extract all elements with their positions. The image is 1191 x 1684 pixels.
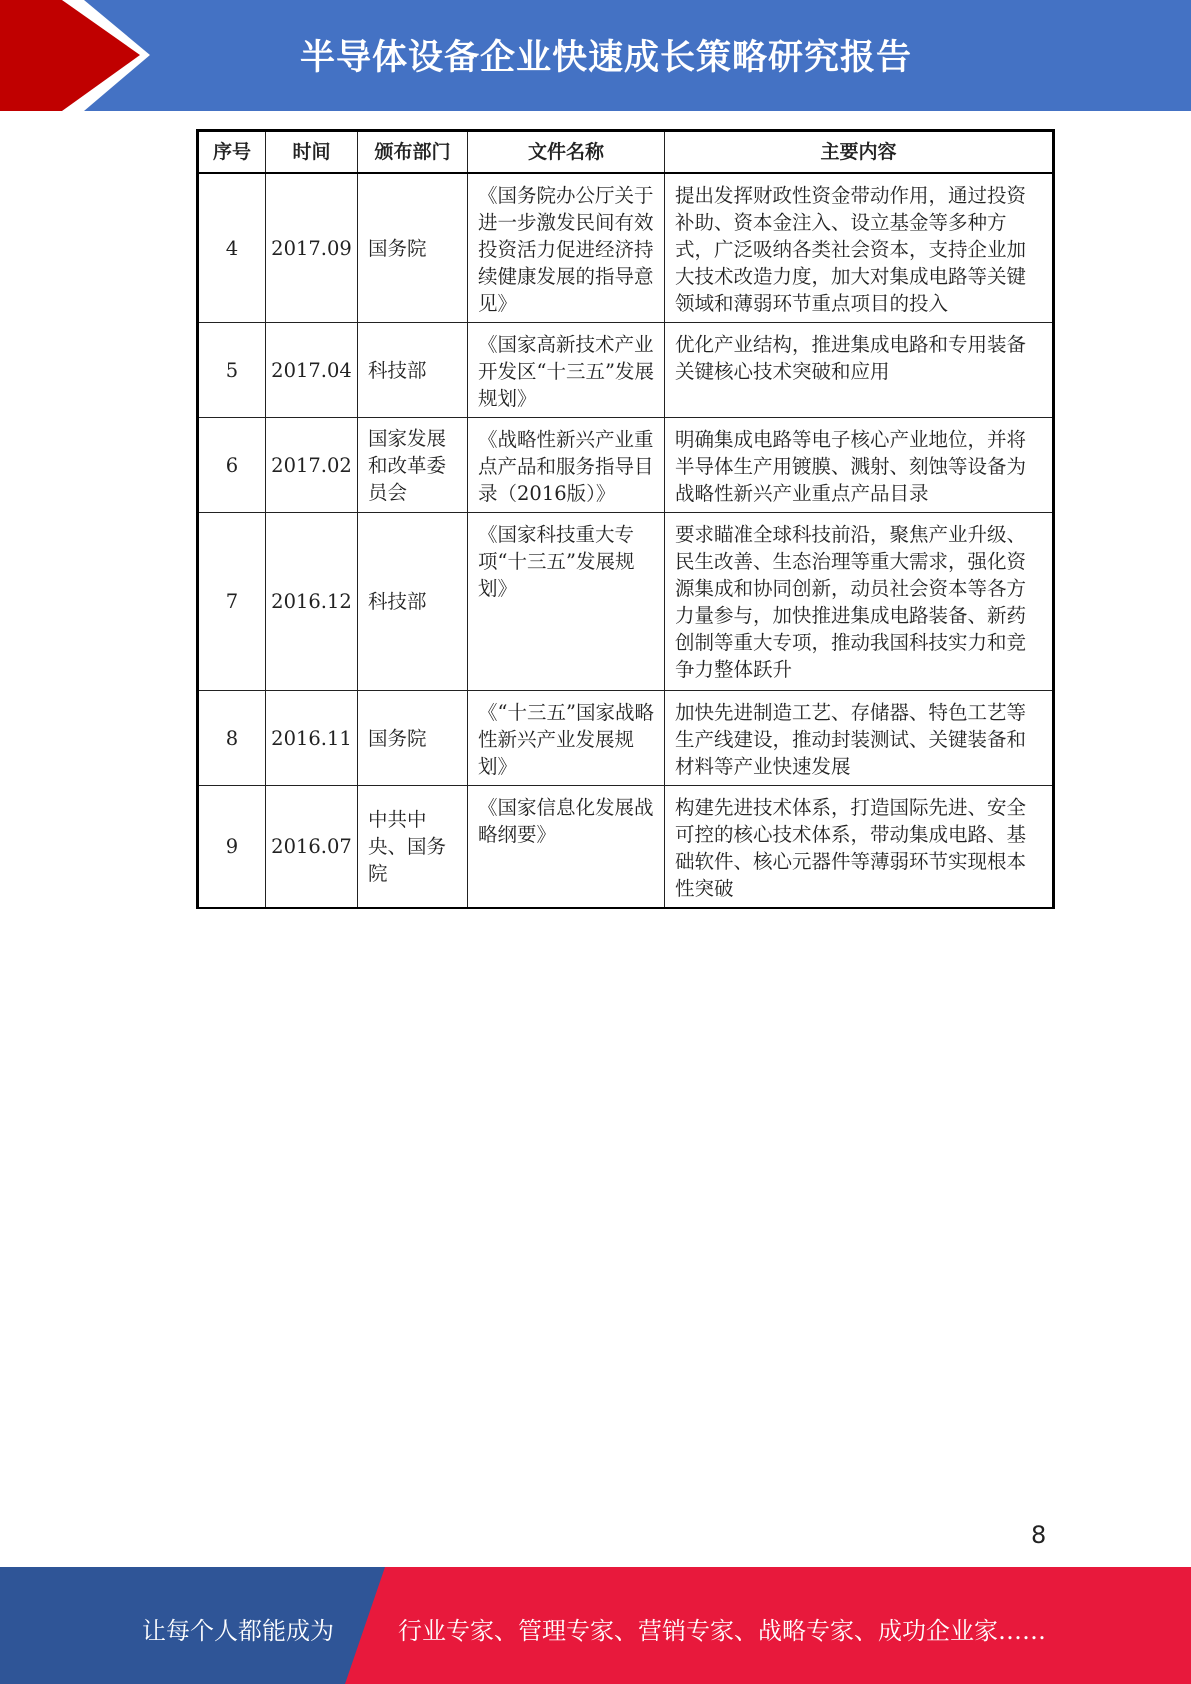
page-number: 8 xyxy=(1031,1521,1047,1549)
cell-doc: 《战略性新兴产业重点产品和服务指导目录（2016版）》 xyxy=(468,418,665,513)
cell-dept: 科技部 xyxy=(358,323,468,418)
cell-doc: 《国家科技重大专项“十三五”发展规划》 xyxy=(468,513,665,691)
footer-slogan-right: 行业专家、管理专家、营销专家、战略专家、成功企业家…… xyxy=(398,1617,1046,1645)
table-row xyxy=(198,173,1054,323)
cell-dept: 科技部 xyxy=(358,513,468,691)
report-header xyxy=(0,0,1191,111)
header-content: 主要内容 xyxy=(665,131,1054,174)
cell-date: 2017.04 xyxy=(266,323,358,418)
table-header-row xyxy=(198,131,1054,174)
cell-num: 8 xyxy=(198,691,266,786)
cell-date: 2016.11 xyxy=(266,691,358,786)
table-row xyxy=(198,691,1054,786)
cell-dept: 国家发展和改革委员会 xyxy=(358,418,468,513)
cell-dept: 国务院 xyxy=(358,173,468,323)
footer-slogan-left: 让每个人都能成为 xyxy=(142,1617,334,1645)
header-dept: 颁布部门 xyxy=(358,131,468,174)
header-num: 序号 xyxy=(198,131,266,174)
cell-dept: 国务院 xyxy=(358,691,468,786)
cell-num: 4 xyxy=(198,173,266,323)
table-row xyxy=(198,323,1054,418)
table-row xyxy=(198,786,1054,909)
policy-table xyxy=(196,129,1055,909)
cell-date: 2017.02 xyxy=(266,418,358,513)
report-title: 半导体设备企业快速成长策略研究报告 xyxy=(300,38,913,78)
cell-doc: 《国务院办公厅关于进一步激发民间有效投资活力促进经济持续健康发展的指导意见》 xyxy=(468,173,665,323)
header-date: 时间 xyxy=(266,131,358,174)
cell-num: 7 xyxy=(198,513,266,691)
report-footer xyxy=(0,1567,1191,1684)
cell-content: 加快先进制造工艺、存储器、特色工艺等生产线建设，推动封装测试、关键装备和材料等产业快速发展 xyxy=(665,691,1054,786)
cell-date: 2016.07 xyxy=(266,786,358,909)
cell-content: 提出发挥财政性资金带动作用，通过投资补助、资本金注入、设立基金等多种方式，广泛吸纳各类社会资本，支持企业加大技术改造力度，加大对集成电路等关键领域和薄弱环节重点项目的投入 xyxy=(665,173,1054,323)
cell-dept: 中共中央、国务院 xyxy=(358,786,468,909)
cell-date: 2016.12 xyxy=(266,513,358,691)
cell-content: 构建先进技术体系，打造国际先进、安全可控的核心技术体系，带动集成电路、基础软件、核心元器件等薄弱环节实现根本性突破 xyxy=(665,786,1054,909)
cell-doc: 《国家信息化发展战略纲要》 xyxy=(468,786,665,909)
cell-doc: 《“十三五”国家战略性新兴产业发展规划》 xyxy=(468,691,665,786)
cell-content: 优化产业结构，推进集成电路和专用装备关键核心技术突破和应用 xyxy=(665,323,1054,418)
cell-num: 6 xyxy=(198,418,266,513)
cell-date: 2017.09 xyxy=(266,173,358,323)
cell-doc: 《国家高新技术产业开发区“十三五”发展规划》 xyxy=(468,323,665,418)
cell-num: 5 xyxy=(198,323,266,418)
table-row xyxy=(198,418,1054,513)
header-doc: 文件名称 xyxy=(468,131,665,174)
cell-num: 9 xyxy=(198,786,266,909)
cell-content: 明确集成电路等电子核心产业地位，并将半导体生产用镀膜、溅射、刻蚀等设备为战略性新兴产业重点产品目录 xyxy=(665,418,1054,513)
table-row xyxy=(198,513,1054,691)
cell-content: 要求瞄准全球科技前沿，聚焦产业升级、民生改善、生态治理等重大需求，强化资源集成和协同创新，动员社会资本等各方力量参与，加快推进集成电路装备、新药创制等重大专项，推动我国科技实力和竞争力整体跃升 xyxy=(665,513,1054,691)
